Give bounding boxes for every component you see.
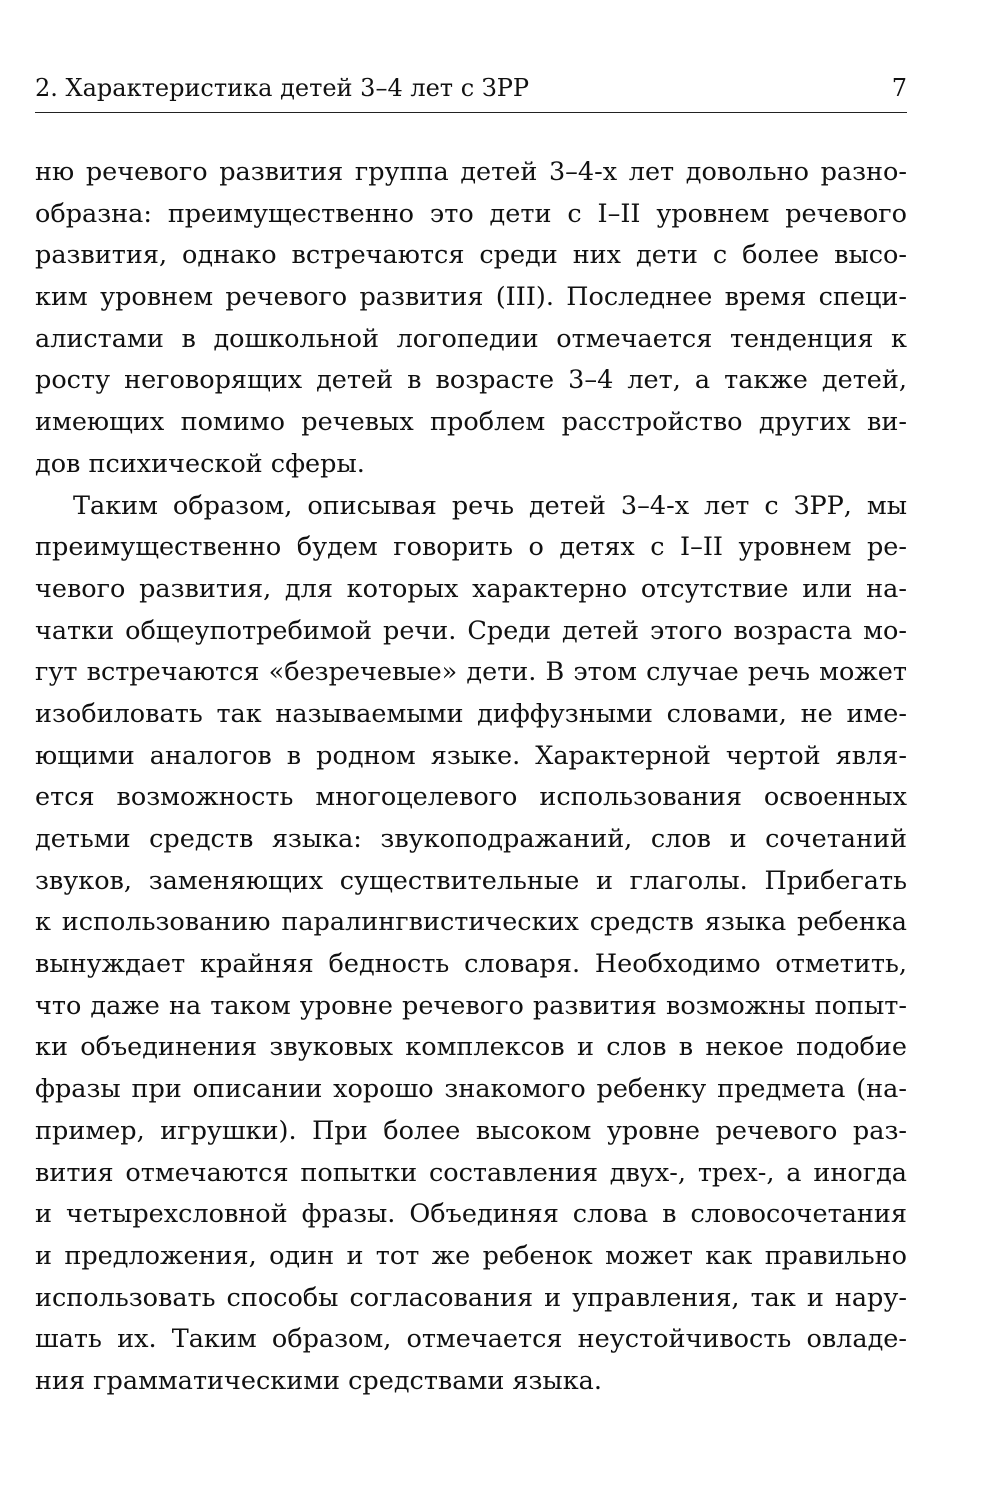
text-line: образна: преимущественно это дети с I–II уровнем речевого (35, 198, 907, 229)
text-line: росту неговорящих детей в возрасте 3–4 лет, а также детей, (35, 365, 907, 396)
text-line: ющими аналогов в родном языке. Характерной чертой явля- (35, 740, 907, 771)
text-line: ния грамматическими средствами языка. (35, 1365, 602, 1396)
text-line: к использованию паралингвистических средств языка ребенка (35, 907, 907, 938)
header-rule (35, 112, 907, 113)
text-line: детьми средств языка: звукоподражаний, слов и сочетаний (35, 824, 907, 854)
text-line: чатки общеупотребимой речи. Среди детей этого возраста мо- (35, 615, 907, 646)
running-head (35, 72, 907, 112)
text-line: ется возможность многоцелевого использования освоенных (35, 782, 907, 813)
text-line: алистами в дошкольной логопедии отмечается тенденция к (35, 323, 907, 354)
text-line: ким уровнем речевого развития (III). Последнее время специ- (35, 282, 907, 313)
paragraph-1 (35, 152, 907, 486)
body-text (35, 152, 907, 1403)
text-line: использовать способы согласования и управления, так и нару- (35, 1282, 907, 1313)
text-line: что даже на таком уровне речевого развития возможны попыт- (35, 990, 907, 1021)
text-line: и предложения, один и тот же ребенок может как правильно (35, 1240, 907, 1271)
text-line: имеющих помимо речевых проблем расстройство других ви- (35, 407, 907, 438)
text-line: преимущественно будем говорить о детях с I–II уровнем ре- (35, 532, 907, 563)
paragraph-2 (35, 486, 907, 1403)
text-line: фразы при описании хорошо знакомого ребенку предмета (на- (35, 1074, 907, 1105)
text-line: звуков, заменяющих существительные и глаголы. Прибегать (35, 865, 907, 896)
text-line: развития, однако встречаются среди них дети с более высо- (35, 240, 907, 271)
text-line: чевого развития, для которых характерно отсутствие или на- (35, 573, 907, 604)
running-head-title: 2. Характеристика детей 3–4 лет с ЗРР (35, 74, 530, 102)
text-line: Таким образом, описывая речь детей 3–4-х лет с ЗРР, мы (73, 490, 907, 521)
text-line: и четырехсловной фразы. Объединяя слова в словосочетания (35, 1199, 907, 1230)
text-line: изобиловать так называемыми диффузными словами, не име- (35, 698, 907, 729)
text-line: вынуждает крайняя бедность словаря. Необходимо отметить, (35, 949, 907, 980)
text-line: ки объединения звуковых комплексов и слов в некое подобие (35, 1032, 907, 1063)
text-line: ню речевого развития группа детей 3–4-х лет довольно разно- (35, 157, 907, 187)
text-line: пример, игрушки). При более высоком уровне речевого раз- (35, 1115, 907, 1146)
text-line: шать их. Таким образом, отмечается неустойчивость овладе- (35, 1324, 907, 1355)
text-line: вития отмечаются попытки составления двух-, трех-, а иногда (35, 1157, 907, 1188)
page-number: 7 (891, 74, 907, 102)
text-line: гут встречаются «безречевые» дети. В этом случае речь может (35, 657, 907, 688)
text-line: дов психической сферы. (35, 448, 365, 479)
